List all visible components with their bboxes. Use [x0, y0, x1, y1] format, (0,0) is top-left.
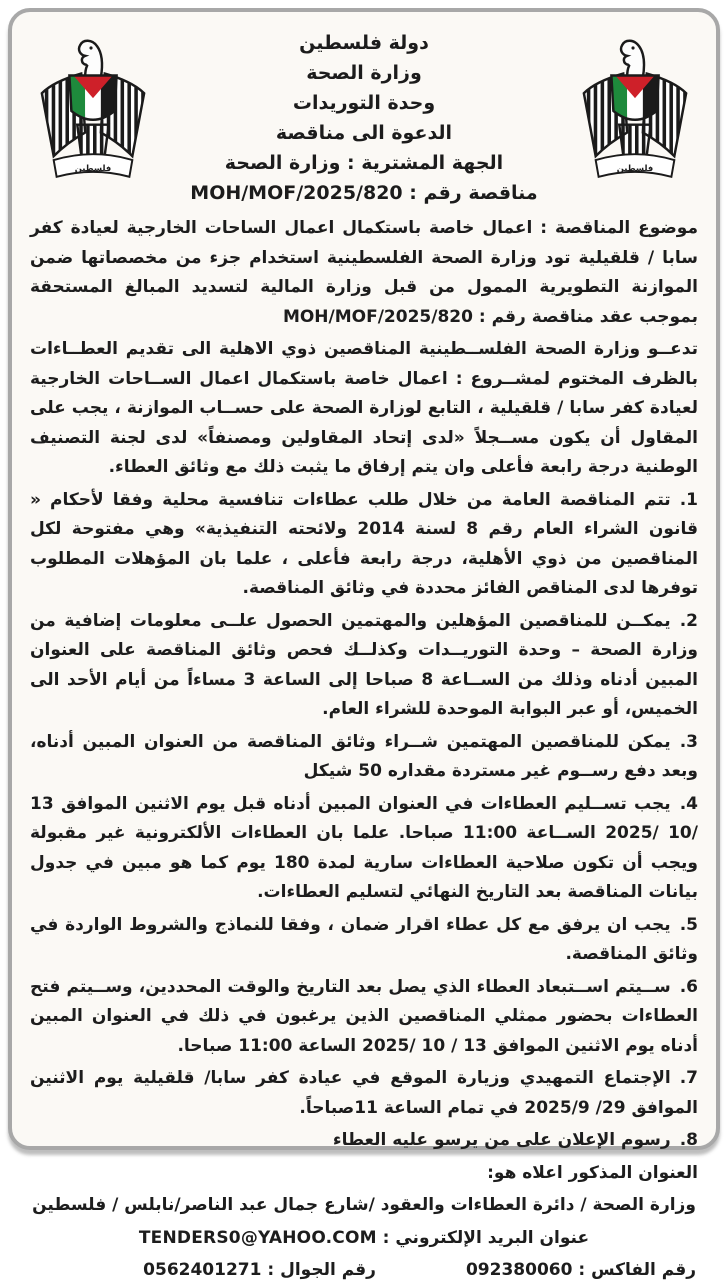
- email-line: [30, 1224, 698, 1254]
- item-number: 4.: [679, 793, 698, 814]
- fax-label: رقم الفاكس :: [578, 1260, 696, 1280]
- email-address: TENDERS0@YAHOO.COM: [138, 1227, 377, 1248]
- item-text: الإجتماع التمهيدي وزيارة الموقع في عيادة كفر سابا/ قلقيلية يوم الاثنين الموافق 29/ 2025/9 في تمام الساعة 11صباحاً.: [30, 1068, 698, 1118]
- item-number: 3.: [679, 731, 698, 752]
- item-text: تتم المناقصة العامة من خلال طلب عطاءات تنافسية محلية وفقا لأحكام « قانون الشراء العام رقم 8 لسنة 2014 ولائحته التنفيذية» وهي مفتوحة لكل المناقصين من ذوي الأهلية، درجة رابعة فأعلى ، علما بان المؤهلات المطلوب توفرها لدى المناقص الفائز محددة في وثائق المناقصة.: [30, 489, 698, 598]
- fax-number: 092380060: [465, 1260, 573, 1280]
- ministry-name: وزارة الصحة: [306, 62, 422, 84]
- invitation-paragraph: تدعــو وزارة الصحة الفلســطينية المناقصين ذوي الاهلية الى تقديم العطــاءات بالظرف المختوم لمشــروع : اعمال خاصة باستكمال اعمال الســاحات الخارجية لعيادة كفر سابا / قلقيلية ، التابع لوزارة الصحة على حســاب الموازنة ، يجب على المقاول أن يكون مســجلاً «لدى إتحاد المقاولين ومصنفاً» لدى لجنة التصنيف الوطنية درجة رابعة فأعلى وان يتم إرفاق ما يثبت ذلك مع وثائق العطاء.: [30, 339, 698, 477]
- item-text: رسوم الإعلان على من يرسو عليه العطاء: [332, 1130, 671, 1150]
- mobile-label: رقم الجوال :: [267, 1260, 376, 1280]
- condition-item-2: [30, 607, 698, 725]
- state-name: دولة فلسطين: [299, 32, 429, 54]
- purchasing-entity-line: الجهة المشترية : وزارة الصحة: [224, 152, 504, 174]
- mobile-number: 0562401271: [143, 1260, 262, 1280]
- condition-item-7: [30, 1064, 698, 1123]
- item-number: 6.: [679, 976, 698, 997]
- address-line: وزارة الصحة / دائرة العطاءات والعقود /شارع جمال عبد الناصر/نابلس / فلسطين: [32, 1195, 696, 1215]
- document-title: الدعوة الى مناقصة: [275, 122, 453, 144]
- condition-item-1: [30, 486, 698, 604]
- item-number: 5.: [679, 914, 698, 935]
- fax-block: [466, 1256, 696, 1286]
- palestine-coat-of-arms-icon: [34, 32, 152, 182]
- item-text: يمكــن للمناقصين المؤهلين والمهتمين الحصول علــى معلومات إضافية من وزارة الصحة – وحدة التوريــدات وكذلــك فحص وثائق المناقصة على العنوان المبين أدناه وذلك من الســاعة 8 صباحا إلى الساعة 3 مساءاً من أيام الأحد الى الخميس، أو عبر البوابة الموحدة للشراء العام.: [30, 610, 698, 719]
- item-text: يمكن للمناقصين المهتمين شــراء وثائق المناقصة من العنوان المبين أدناه، وبعد دفع رســوم غير مستردة مقداره 50 شيكل: [30, 731, 698, 781]
- condition-item-8: [30, 1126, 698, 1156]
- subject-paragraph: موضوع المناقصة : اعمال خاصة باستكمال اعمال الساحات الخارجية لعيادة كفر سابا / قلقيلية تود وزارة الصحة الفلسطينية استخدام جزء من مخصصاتها ضمن الموازنة التطويرية الممول من قبل وزارة المالية لتسديد المبالغ المستحقة بموجب عقد مناقصة رقم : MOH/MOF/2025/820: [30, 218, 698, 327]
- condition-item-4: [30, 790, 698, 908]
- condition-item-3: [30, 728, 698, 787]
- tender-number-line: مناقصة رقم : MOH/MOF/2025/820: [190, 182, 538, 204]
- announcement-body: [30, 214, 698, 1286]
- tender-announcement-card: [8, 8, 720, 1280]
- email-label: عنوان البريد الإلكتروني :: [382, 1227, 590, 1248]
- condition-item-5: [30, 911, 698, 970]
- item-text: يجب تســليم العطاءات في العنوان المبين أدناه قبل يوم الاثنين الموافق 13 /10 /2025 الســاعة 11:00 صباحا. علما بان العطاءات الألكترونية غير مقبولة ويجب أن تكون صلاحية العطاءات سارية لمدة 180 يوم كما هو مبين في جدول بيانات المناقصة بعد التاريخ النهائي لتسليم العطاءات.: [30, 793, 698, 902]
- item-number: 2.: [679, 610, 698, 631]
- item-text: يجب ان يرفق مع كل عطاء اقرار ضمان ، وفقا للنماذج والشروط الواردة في وثائق المناقصة.: [30, 914, 698, 964]
- item-number: 1.: [679, 489, 698, 510]
- palestine-coat-of-arms-icon: [576, 32, 694, 182]
- item-text: ســيتم اســتبعاد العطاء الذي يصل بعد التاريخ والوقت المحددين، وســيتم فتح العطاءات بحضور ممثلي المناقصين الذين يرغبون في ذلك في العنوان المبين أدناه يوم الاثنين الموافق 13 / 10 /2025 الساعة 11:00 صباحا.: [30, 976, 698, 1056]
- mobile-block: [143, 1256, 376, 1286]
- unit-name: وحدة التوريدات: [292, 92, 436, 114]
- item-number: 7.: [679, 1068, 698, 1088]
- item-number: 8.: [679, 1130, 698, 1150]
- address-intro: العنوان المذكور اعلاه هو:: [487, 1162, 698, 1183]
- phone-line: [30, 1256, 698, 1286]
- condition-item-6: [30, 973, 698, 1062]
